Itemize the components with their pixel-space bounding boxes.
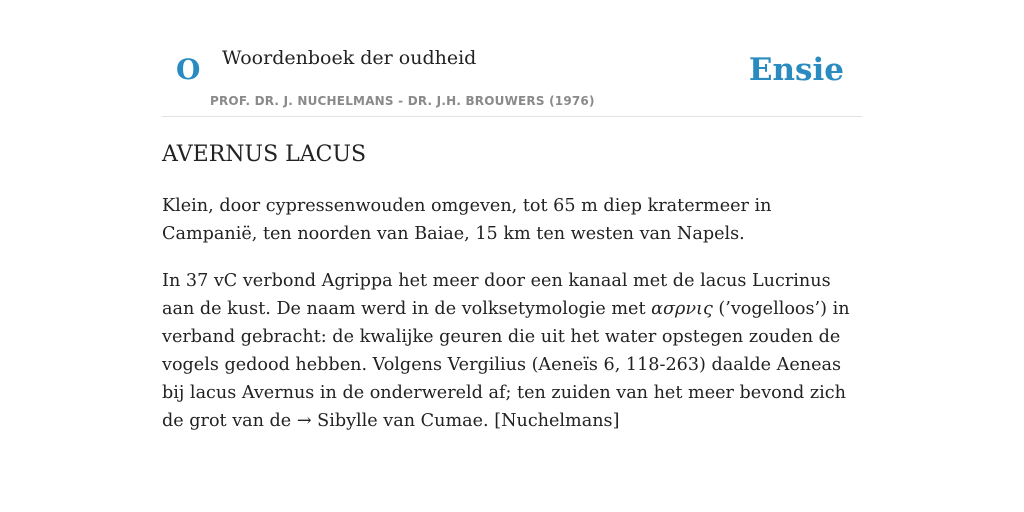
sibylle-cross-reference-link[interactable]: → Sibylle [296,411,378,431]
book-header [162,0,862,117]
book-logo-link[interactable]: O [176,53,201,86]
book-title: Woordenboek der oudheid [222,47,477,69]
ensie-brand-link[interactable]: Ensie [748,52,844,88]
paragraph-text: van Cumae. [Nuchelmans] [377,411,620,431]
book-authors: PROF. DR. J. NUCHELMANS - DR. J.H. BROUWERS (1976) [210,94,595,108]
paragraph-text: In 37 vC verbond Agrippa het meer door een kanaal met de lacus Lucrinus aan de kust. De naam werd in de volksetymologie met [162,271,831,319]
greek-word: ασρνις [651,299,713,319]
entry-paragraph-2 [162,267,867,435]
entry-title: AVERNUS LACUS [162,142,367,167]
entry-body [162,192,867,454]
paragraph-text: (’vogelloos’) in verband gebracht: de kwalijke geuren die uit het water opstegen zouden de vogels gedood hebben. Volgens Vergilius (Aeneïs 6, 118-263) daalde Aeneas bij lacus Avernus in de onderwereld af; ten zuiden van het meer bevond zich de grot van de [162,299,850,431]
entry-paragraph-1: Klein, door cypressenwouden omgeven, tot 65 m diep kratermeer in Campanië, ten noorden van Baiae, 15 km ten westen van Napels. [162,196,772,244]
